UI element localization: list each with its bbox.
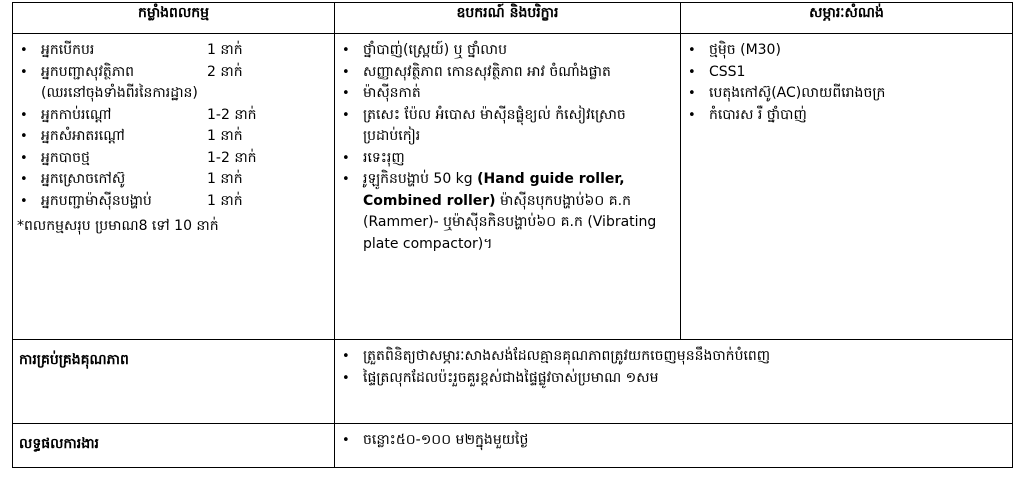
list-item: • ថ្នាំបាញ់(ស្ព្រេយ៍) ឬ ថ្នាំលាប [335, 40, 680, 62]
quality-label: ការគ្រប់គ្រងគុណភាព [13, 340, 335, 424]
equipment-list [335, 40, 680, 255]
header-row [13, 3, 1013, 34]
list-item: • អ្នកសំអាតរណ្ដៅ 1 នាក់ [13, 126, 334, 148]
header-materials: សម្ភារៈសំណង់ [681, 3, 1013, 34]
list-item: • អ្នកបើកបរ 1 នាក់ [13, 40, 334, 62]
quality-row [13, 340, 1013, 424]
list-item: • សញ្ញាសុវត្ថិភាព កោនសុវត្ថិភាព អាវ ចំណាំងផ្លាត [335, 62, 680, 84]
output-label: លទ្ធផលការងារ [13, 424, 335, 468]
list-item: • អ្នកបាចថ្ម 1-2 នាក់ [13, 148, 334, 170]
list-item: • រូឡូកិនបង្ហាប់ 50 kg (Hand guide roller, Combined roller) ម៉ាស៊ីនបុកបង្ហាប់៦០ គ.ក (Rammer)- ឬម៉ាស៊ីនកិនបង្ហាប់៦០ គ.ក (Vibrating plate compactor)។ [335, 169, 680, 255]
list-item: • ផ្ទៃត្រលុកដែលប៉ះរួចគួរខ្ពស់ជាងផ្ទៃផ្លូវចាស់ប្រមាណ ១សម [335, 368, 1012, 390]
output-row [13, 424, 1013, 468]
list-item: • អ្នកបញ្ជាសុវត្ថិភាព 2 នាក់ (ឈរនៅចុងទាំងពីរនៃការដ្ឋាន) [13, 62, 334, 105]
list-item: • ថ្មម៉ិច (M30) [681, 40, 1012, 62]
quality-list [335, 346, 1012, 389]
list-item: • អ្នកកាប់រណ្ដៅ 1-2 នាក់ [13, 105, 334, 127]
workforce-total-note: *ពលកម្មសរុប ប្រមាណ8 ទៅ 10 នាក់ [17, 218, 219, 234]
list-item: • កំបោរស រឺ ថ្នាំបាញ់ [681, 105, 1012, 127]
materials-list [681, 40, 1012, 126]
equipment-cell [335, 34, 681, 340]
work-spec-table [12, 2, 1013, 468]
list-item: • បេតុងកៅស៊ូ(AC)លាយពីរោងចក្រ [681, 83, 1012, 105]
quality-cell [335, 340, 1013, 424]
list-item: • អ្នកស្រោចកៅស៊ូ 1 នាក់ [13, 169, 334, 191]
header-workforce: កម្លាំងពលកម្ម [13, 3, 335, 34]
list-item: • ត្រសេះ ប៉ែល អំបោស ម៉ាស៊ីនផ្លុំខ្យល់ កំសៀវស្រោច ប្រដាប់កៀរ [335, 105, 680, 148]
list-item: • ត្រួតពិនិត្យថាសម្ភារៈសាងសង់ដែលគ្មានគុណភាពត្រូវយកចេញមុននឹងចាក់បំពេញ [335, 346, 1012, 368]
list-item: • អ្នកបញ្ជាម៉ាស៊ីនបង្ហាប់ 1 នាក់ [13, 191, 334, 213]
list-item: • ចន្លោះ៥០-១០០ ម២ក្នុងមួយថ្ងៃ [335, 430, 1012, 452]
output-list [335, 430, 1012, 452]
resources-row [13, 34, 1013, 340]
list-item: • រទេះរុញ [335, 148, 680, 170]
header-equipment: ឧបករណ៍ និងបរិក្ខារ [335, 3, 681, 34]
list-item: • CSS1 [681, 62, 1012, 84]
materials-cell [681, 34, 1013, 340]
workforce-list [13, 40, 334, 212]
workforce-cell [13, 34, 335, 340]
list-item: • ម៉ាស៊ីនកាត់ [335, 83, 680, 105]
output-cell [335, 424, 1013, 468]
